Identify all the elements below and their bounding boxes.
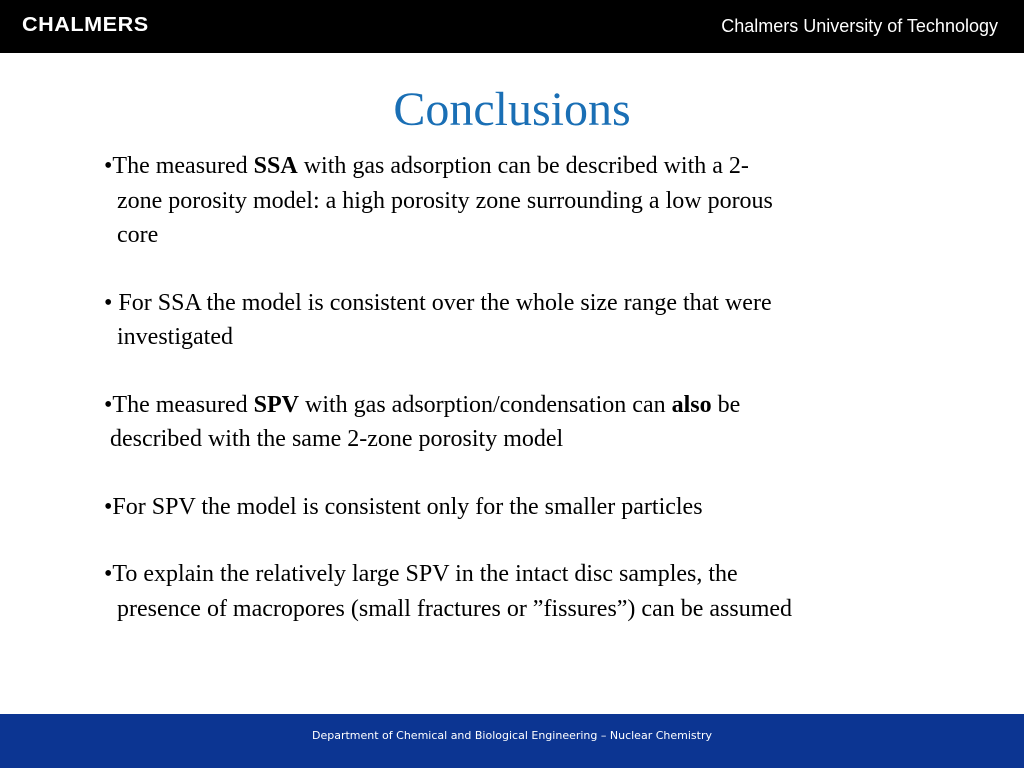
chalmers-logo: CHALMERS bbox=[22, 14, 149, 36]
also-term: also bbox=[671, 391, 712, 418]
department-name: Department of Chemical and Biological Engineering – Nuclear Chemistry bbox=[312, 729, 712, 742]
bullet-line: •The measured SPV with gas adsorption/condensation can also be bbox=[104, 391, 741, 418]
bullet-line: presence of macropores (small fractures or ”fissures”) can be assumed bbox=[117, 595, 793, 622]
bullet-spv-model bbox=[104, 388, 944, 457]
bullet-ssa-model bbox=[104, 149, 944, 253]
spv-term: SPV bbox=[253, 391, 300, 418]
bullet-line: •To explain the relatively large SPV in the intact disc samples, the bbox=[104, 561, 738, 587]
university-name: Chalmers University of Technology bbox=[721, 16, 998, 36]
bullet-line: described with the same 2-zone porosity model bbox=[110, 426, 564, 452]
ssa-term: SSA bbox=[253, 153, 298, 179]
bullet-macropores bbox=[104, 557, 944, 626]
footer-bar bbox=[0, 714, 1024, 768]
bullet-spv-consistency bbox=[104, 490, 944, 525]
bullet-line: •For SPV the model is consistent only for the smaller particles bbox=[104, 493, 703, 520]
bullet-list bbox=[104, 149, 944, 626]
bullet-line: zone porosity model: a high porosity zone surrounding a low porous bbox=[117, 187, 773, 214]
bullet-line: core bbox=[117, 222, 159, 248]
bullet-line: •The measured SSA with gas adsorption can be described with a 2- bbox=[104, 153, 749, 179]
bullet-line: investigated bbox=[117, 324, 233, 350]
bullet-ssa-consistency bbox=[104, 286, 944, 355]
slide-title: Conclusions bbox=[393, 83, 631, 136]
bullet-line: • For SSA the model is consistent over the whole size range that were bbox=[104, 289, 772, 316]
header-bar bbox=[0, 0, 1024, 53]
